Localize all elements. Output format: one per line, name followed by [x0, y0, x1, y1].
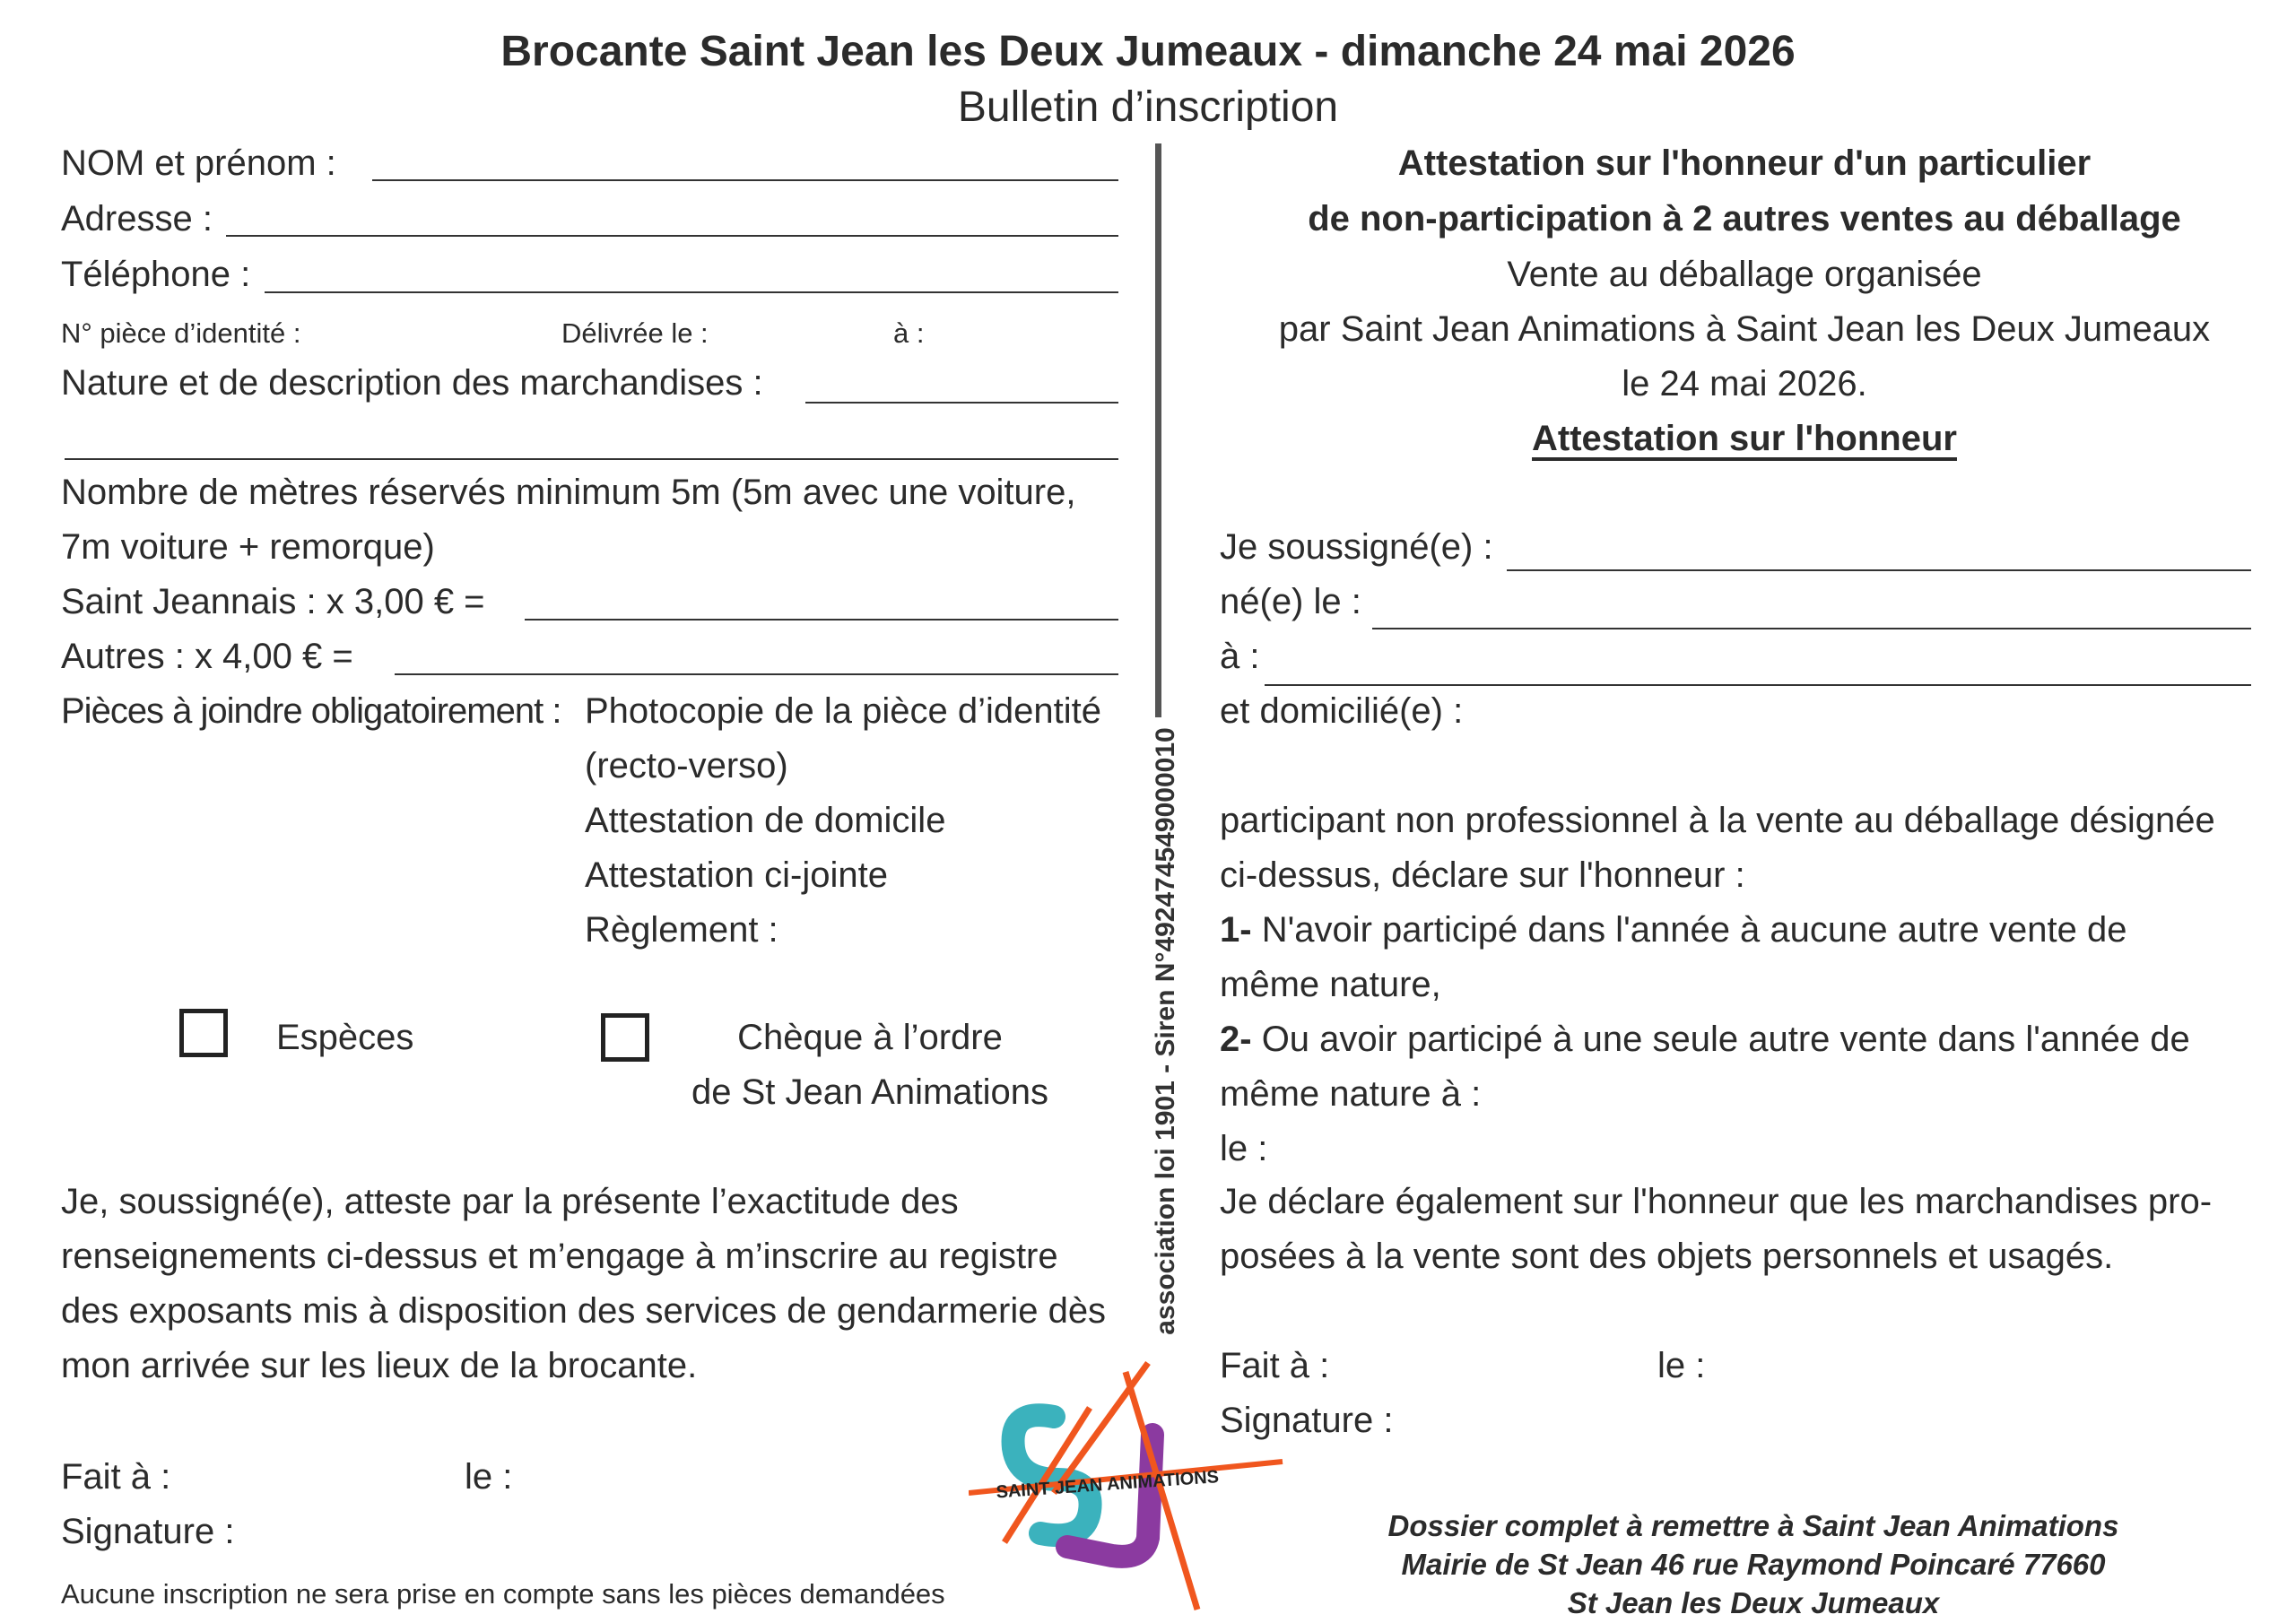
domicilie-label: et domicilié(e) :	[1220, 691, 1464, 731]
pieces-item: Règlement :	[585, 910, 778, 950]
dossier-line: Dossier complet à remettre à Saint Jean Animations	[1387, 1509, 2119, 1542]
declaration-item-2	[1220, 1020, 2190, 1060]
attest-text-line: mon arrivée sur les lieux de la brocante.	[61, 1346, 698, 1385]
cheque-label-line1: Chèque à l’ordre	[737, 1018, 1003, 1057]
delivree-label: Délivrée le :	[561, 317, 709, 349]
adresse-field[interactable]	[226, 235, 1118, 237]
left-le-label: le :	[465, 1457, 513, 1497]
autres-field[interactable]	[395, 673, 1118, 675]
nature-field[interactable]	[805, 402, 1118, 404]
autres-label: Autres : x 4,00 € =	[61, 637, 353, 676]
nature-label: Nature et de description des marchandises :	[61, 363, 763, 403]
pieces-item: (recto-verso)	[585, 746, 788, 785]
right-body-line: participant non professionnel à la vente au déballage désignée	[1220, 801, 2215, 840]
cheque-label-line2: de St Jean Animations	[691, 1072, 1049, 1112]
declare-line: posées à la vente sont des objets personnels et usagés.	[1220, 1237, 2114, 1276]
declare-line: Je déclare également sur l'honneur que les marchandises pro-	[1220, 1182, 2213, 1221]
telephone-field[interactable]	[265, 291, 1118, 293]
attest-text-line: renseignements ci-dessus et m’engage à m’inscrire au registre	[61, 1237, 1058, 1276]
right-heading-2: de non-participation à 2 autres ventes au déballage	[1308, 199, 2181, 239]
pieces-item: Photocopie de la pièce d’identité	[585, 691, 1101, 731]
right-desc-2: par Saint Jean Animations à Saint Jean les Deux Jumeaux	[1278, 309, 2211, 349]
footer-note: Aucune inscription ne sera prise en compte sans les pièces demandées	[61, 1578, 945, 1610]
cheque-checkbox[interactable]	[601, 1013, 649, 1062]
left-fait-a-label: Fait à :	[61, 1457, 171, 1497]
nature-field-2[interactable]	[65, 458, 1118, 460]
right-signature-label: Signature :	[1220, 1401, 1394, 1440]
declaration-item-2-cont: même nature à :	[1220, 1074, 1482, 1114]
siren-vertical-text: association loi 1901 - Siren N°492474549000010	[1151, 727, 1180, 1335]
logo-graphic-icon	[969, 1354, 1300, 1614]
item-2-date-label: le :	[1220, 1129, 1268, 1168]
dossier-line: Mairie de St Jean 46 rue Raymond Poincaré 77660	[1401, 1548, 2106, 1581]
item-number: 1-	[1220, 910, 1252, 950]
soussigne-field[interactable]	[1507, 569, 2251, 571]
item-number: 2-	[1220, 1020, 1252, 1059]
soussigne-label: Je soussigné(e) :	[1220, 527, 1493, 567]
lieu-naissance-field[interactable]	[1265, 684, 2251, 686]
pieces-item: Attestation ci-jointe	[585, 855, 888, 895]
ne-le-field[interactable]	[1372, 628, 2251, 629]
column-divider	[1155, 143, 1161, 717]
nom-field[interactable]	[372, 179, 1118, 181]
right-le-label: le :	[1657, 1346, 1706, 1385]
right-desc-1: Vente au déballage organisée	[1507, 255, 1982, 294]
page-subtitle: Bulletin d’inscription	[957, 83, 1339, 131]
lieu-naissance-label: à :	[1220, 637, 1260, 676]
right-fait-a-label: Fait à :	[1220, 1346, 1330, 1385]
logo-text: SAINT JEAN ANIMATIONS	[995, 1467, 1220, 1503]
delivree-a-label: à :	[893, 317, 925, 349]
item-text: Ou avoir participé à une seule autre vente dans l'année de	[1251, 1020, 2190, 1059]
attest-text-line: des exposants mis à disposition des services de gendarmerie dès	[61, 1291, 1107, 1331]
adresse-label: Adresse :	[61, 199, 213, 239]
especes-label: Espèces	[276, 1018, 414, 1057]
nom-label: NOM et prénom :	[61, 143, 336, 183]
attest-text-line: Je, soussigné(e), atteste par la présente l’exactitude des	[61, 1182, 959, 1221]
right-body-line: ci-dessus, déclare sur l'honneur :	[1220, 855, 1745, 895]
metres-line2: 7m voiture + remorque)	[61, 527, 435, 567]
declaration-item-1	[1220, 910, 2127, 950]
especes-checkbox[interactable]	[179, 1009, 228, 1057]
saint-jean-animations-logo	[969, 1354, 1300, 1614]
saint-jeannais-label: Saint Jeannais : x 3,00 € =	[61, 582, 485, 621]
item-text: N'avoir participé dans l'année à aucune autre vente de	[1251, 910, 2127, 950]
right-heading-1: Attestation sur l'honneur d'un particulier	[1397, 143, 2092, 183]
piece-identite-label: N° pièce d’identité :	[61, 317, 301, 349]
left-signature-label: Signature :	[61, 1512, 235, 1551]
page-title: Brocante Saint Jean les Deux Jumeaux - dimanche 24 mai 2026	[500, 28, 1796, 75]
metres-line1: Nombre de mètres réservés minimum 5m (5m avec une voiture,	[61, 473, 1076, 512]
saint-jeannais-field[interactable]	[525, 619, 1118, 621]
telephone-label: Téléphone :	[61, 255, 251, 294]
dossier-line: St Jean les Deux Jumeaux	[1567, 1586, 1940, 1619]
declaration-item-1-cont: même nature,	[1220, 965, 1441, 1004]
attestation-title: Attestation sur l'honneur	[1532, 419, 1957, 458]
ne-le-label: né(e) le :	[1220, 582, 1361, 621]
pieces-item: Attestation de domicile	[585, 801, 946, 840]
right-desc-3: le 24 mai 2026.	[1622, 364, 1867, 404]
pieces-label: Pièces à joindre obligatoirement :	[61, 691, 561, 731]
